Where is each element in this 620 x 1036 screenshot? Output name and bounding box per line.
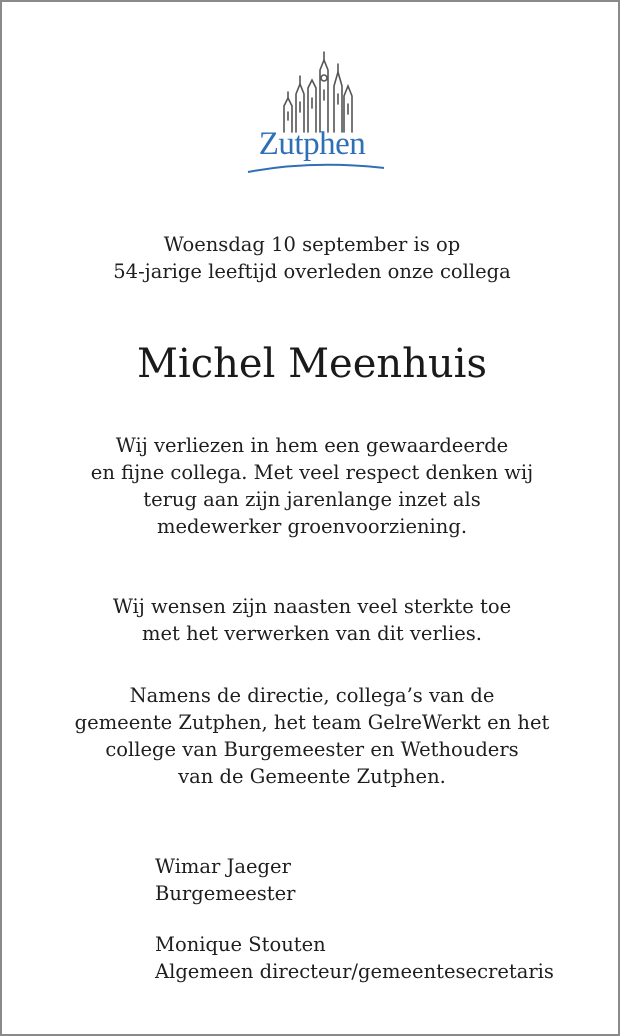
text-line: Wij verliezen in hem een gewaardeerde <box>115 434 509 457</box>
text-line: Namens de directie, collega’s van de <box>129 684 495 707</box>
deceased-name: Michel Meenhuis <box>137 341 487 387</box>
paragraph-senders <box>2 682 620 790</box>
logo-wordmark: Zutphen <box>258 126 366 162</box>
text-line: van de Gemeente Zutphen. <box>178 765 446 788</box>
signature-title: Algemeen directeur/gemeentesecretaris <box>155 960 554 983</box>
intro-text <box>2 231 620 285</box>
text-line: college van Burgemeester en Wethouders <box>105 738 519 761</box>
signature-name: Monique Stouten <box>155 933 326 956</box>
intro-line: 54-jarige leeftijd overleden onze collega <box>113 260 511 283</box>
paragraph-tribute <box>2 432 620 540</box>
text-line: met het verwerken van dit verlies. <box>142 622 482 645</box>
signature-mayor <box>155 853 296 907</box>
signature-title: Burgemeester <box>155 882 296 905</box>
text-line: medewerker groenvoorziening. <box>156 515 468 538</box>
text-line: en fijne collega. Met veel respect denken wij <box>90 461 534 484</box>
text-line: Wij wensen zijn naasten veel sterkte toe <box>112 595 512 618</box>
text-line: terug aan zijn jarenlange inzet als <box>143 488 481 511</box>
signature-director <box>155 931 554 985</box>
zutphen-logo <box>234 48 390 176</box>
paragraph-condolence <box>2 593 620 647</box>
intro-line: Woensdag 10 september is op <box>163 233 461 256</box>
signature-name: Wimar Jaeger <box>155 855 291 878</box>
text-line: gemeente Zutphen, het team GelreWerkt en het <box>74 711 550 734</box>
